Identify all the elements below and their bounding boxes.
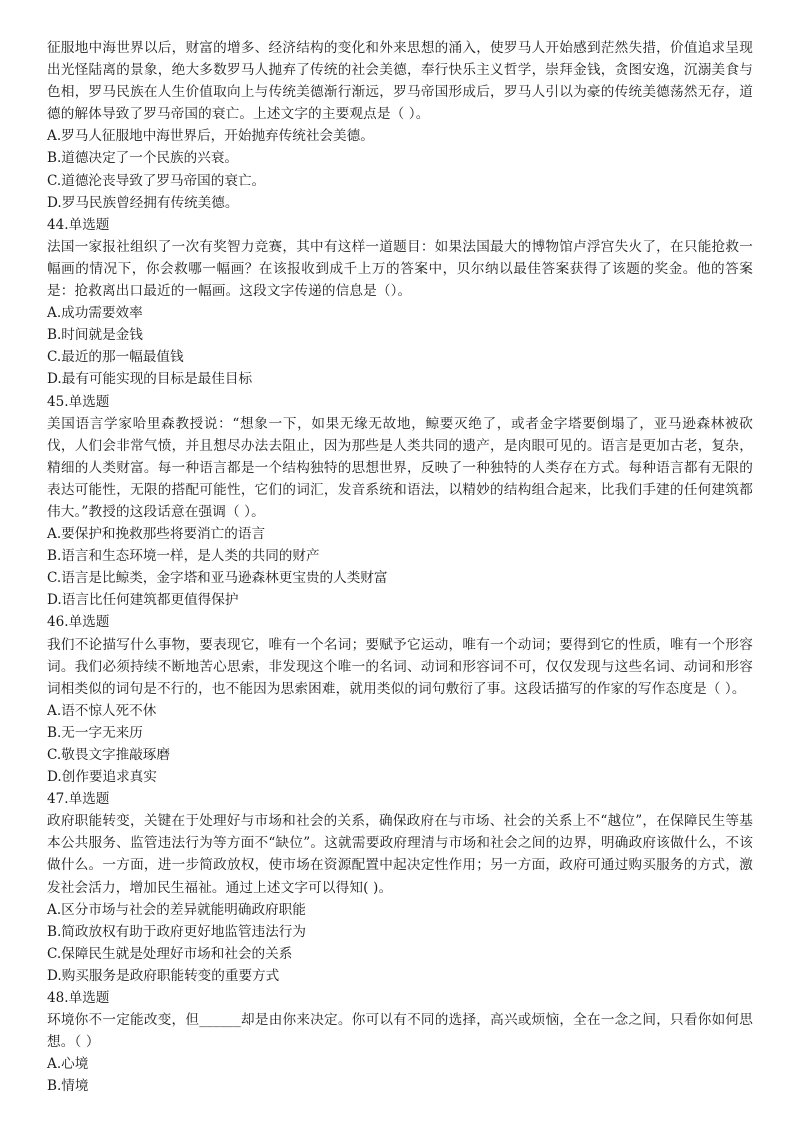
document-page [47,37,753,1098]
question-stem: 法国一家报社组织了一次有奖智力竞赛，其中有这样一道题目：如果法国最大的博物馆卢浮宫失火了，在只能抢救一幅画的情况下，你会救哪一幅画？在该报收到成千上万的答案中，贝尔纳以最佳答案获得了该题的奖金。他的答案是：抢救离出口最近的一幅画。这段文字传递的信息是（）。 [47,238,753,300]
question-47 [47,788,753,987]
intro-option-b: B.道德决定了一个民族的兴衰。 [47,150,239,167]
question-header: 47.单选题 [47,791,110,808]
question-stem: 我们不论描写什么事物，要表现它，唯有一个名词；要赋予它运动，唯有一个动词；要得到它的性质，唯有一个形容词。我们必须持续不断地苦心思索，非发现这个唯一的名词、动词和形容词不可，仅仅发现与这些名词、动词和形容词相类似的词句是不行的，也不能因为思索困难，就用类似的词句敷衍了事。这段话描写的作家的写作态度是（ ）。 [47,636,753,697]
option-a: A.心境 [47,1056,89,1073]
option-c: C.保障民生就是处理好市场和社会的关系 [47,945,293,962]
question-stem: 美国语言学家哈里森教授说：“想象一下，如果无缘无故地，鲸要灭绝了，或者金字塔要倒塌了，亚马逊森林被砍伐，人们会非常气愤，并且想尽办法去阻止，因为那些是人类共同的遗产，是肉眼可见的。语言是更加古老，复杂，精细的人类财富。每一种语言都是一个结构独特的思想世界，反映了一种独特的人类存在方式。每种语言都有无限的表达可能性，无限的搭配可能性，它们的词汇，发音系统和语法，以精妙的结构组合起来，比我们手建的任何建筑都伟大。”教授的这段话意在强调（ ）。 [47,415,753,520]
question-45 [47,391,753,612]
option-b: B.时间就是金钱 [47,327,143,344]
option-d: D.语言比任何建筑都更值得保护 [47,592,239,609]
option-c: C.语言是比鲸类，金字塔和亚马逊森林更宝贵的人类财富 [47,570,388,587]
option-b: B.语言和生态环境一样，是人类的共同的财产 [47,548,320,565]
question-46 [47,611,753,788]
question-header: 48.单选题 [47,990,110,1007]
question-header: 45.单选题 [47,393,110,410]
option-a: A.语不惊人死不休 [47,702,157,719]
option-d: D.购买服务是政府职能转变的重要方式 [47,967,280,984]
option-b: B.简政放权有助于政府更好地监管违法行为 [47,923,306,940]
intro-option-c: C.道德沦丧导致了罗马帝国的衰亡。 [47,172,266,189]
option-a: A.要保护和挽救那些将要消亡的语言 [47,526,266,543]
option-a: A.区分市场与社会的差异就能明确政府职能 [47,901,306,918]
option-a: A.成功需要效率 [47,305,143,322]
question-48 [47,987,753,1097]
option-b: B.情境 [47,1078,89,1095]
option-d: D.最有可能实现的目标是最佳目标 [47,371,253,388]
question-header: 44.单选题 [47,216,110,233]
question-44 [47,214,753,391]
question-header: 46.单选题 [47,614,110,631]
question-stem: 环境你不一定能改变，但______却是由你来决定。你可以有不同的选择，高兴或烦恼，全在一念之间，只看你如何思想。（ ） [47,1012,753,1051]
option-d: D.创作要追求真实 [47,769,157,786]
option-b: B.无一字无来历 [47,724,143,741]
intro-option-a: A.罗马人征服地中海世界后，开始抛弃传统社会美德。 [47,128,374,145]
question-stem: 政府职能转变，关键在于处理好与市场和社会的关系，确保政府在与市场、社会的关系上不“越位”，在保障民生等基本公共服务、监管违法行为等方面不“缺位”。这就需要政府理清与市场和社会之间的边界，明确政府该做什么，不该做什么。一方面，进一步简政放权，使市场在资源配置中起决定性作用；另一方面，政府可通过购买服务的方式，激发社会活力，增加民生福祉。通过上述文字可以得知( )。 [47,813,753,896]
intro-option-d: D.罗马民族曾经拥有传统美德。 [47,194,239,211]
intro-question-stem: 征服地中海世界以后，财富的增多、经济结构的变化和外来思想的涌入，使罗马人开始感到茫然失措，价值追求呈现出光怪陆离的景象，绝大多数罗马人抛弃了传统的社会美德，奉行快乐主义哲学，崇拜金钱，贪图安逸，沉溺美食与色相，罗马民族在人生价值取向上与传统美德渐行渐远，罗马帝国形成后，罗马人引以为豪的传统美德荡然无存，道德的解体导致了罗马帝国的衰亡。上述文字的主要观点是（ ）。 [47,40,753,123]
option-c: C.敬畏文字推敲琢磨 [47,747,170,763]
option-c: C.最近的那一幅最值钱 [47,349,184,366]
